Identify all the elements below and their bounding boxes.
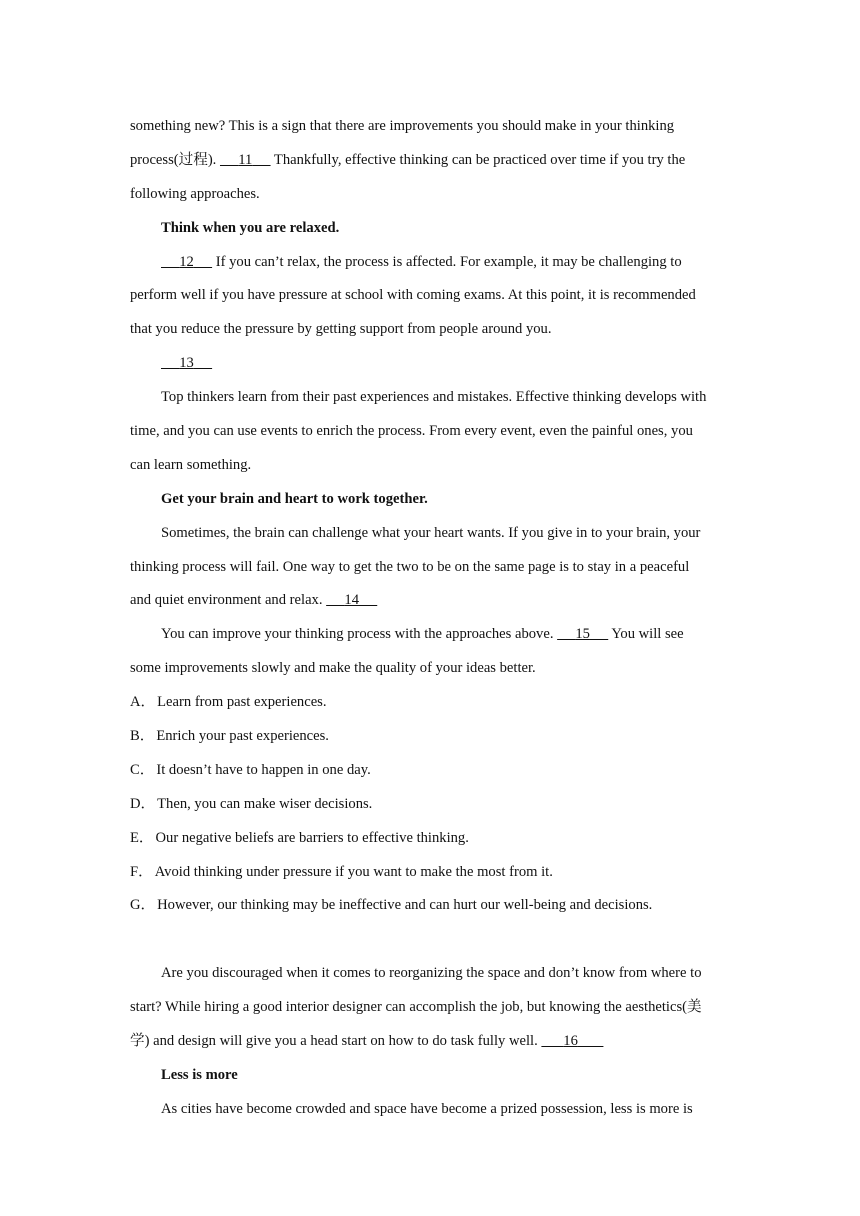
- text-line: time, and you can use events to enrich the process. From every event, even the painful ones, you: [130, 423, 693, 440]
- blank-14: [326, 592, 377, 608]
- option-letter: A．: [130, 694, 156, 711]
- option-b: [130, 720, 730, 754]
- blank-number: 13: [179, 355, 194, 372]
- text-span: process(过程).: [130, 151, 220, 168]
- option-text: Our negative beliefs are barriers to effective thinking.: [155, 829, 469, 846]
- text-line: [130, 144, 730, 178]
- section-heading: Less is more: [161, 1066, 238, 1083]
- option-a: [130, 686, 730, 720]
- text-span: and quiet environment and relax.: [130, 592, 327, 609]
- text-line: [130, 347, 730, 381]
- text-span: You will see: [608, 626, 684, 643]
- text-line: Top thinkers learn from their past experiences and mistakes. Effective thinking develops with: [161, 389, 707, 406]
- option-e: [130, 822, 730, 856]
- option-text: Enrich your past experiences.: [156, 728, 329, 745]
- text-span: You can improve your thinking process with the approaches above.: [161, 626, 558, 643]
- option-letter: F．: [130, 863, 153, 880]
- blank-number: 11: [238, 151, 253, 168]
- text-line: that you reduce the pressure by getting support from people around you.: [130, 321, 552, 338]
- option-text: Avoid thinking under pressure if you want to make the most from it.: [154, 863, 553, 880]
- text-span: 学) and design will give you a head start on how to do task fully well.: [130, 1033, 542, 1050]
- option-letter: C．: [130, 761, 155, 778]
- option-letter: D．: [130, 795, 156, 812]
- option-text: It doesn’t have to happen in one day.: [156, 761, 371, 778]
- spacer: [130, 923, 730, 957]
- text-span: If you can’t relax, the process is affected. For example, it may be challenging to: [212, 253, 682, 270]
- option-f: [130, 856, 730, 890]
- text-line: start? While hiring a good interior designer can accomplish the job, but knowing the aesthetics(美: [130, 999, 702, 1016]
- text-line: perform well if you have pressure at school with coming exams. At this point, it is recommended: [130, 287, 696, 304]
- blank-13: [161, 355, 212, 371]
- text-line: [130, 1025, 730, 1059]
- option-letter: B．: [130, 728, 155, 745]
- blank-12: [161, 254, 212, 270]
- option-text: Learn from past experiences.: [157, 694, 327, 711]
- text-line: Are you discouraged when it comes to reorganizing the space and don’t know from where to: [161, 965, 702, 982]
- text-line: [130, 618, 730, 652]
- text-span: Thankfully, effective thinking can be practiced over time if you try the: [270, 151, 686, 168]
- option-g: [130, 889, 730, 923]
- section-heading: Think when you are relaxed.: [161, 219, 340, 236]
- option-c: [130, 754, 730, 788]
- text-line: Sometimes, the brain can challenge what your heart wants. If you give in to your brain, your: [161, 524, 701, 541]
- section-heading: Get your brain and heart to work together.: [161, 490, 428, 507]
- text-line: [130, 246, 730, 280]
- option-text: However, our thinking may be ineffective and can hurt our well-being and decisions.: [157, 897, 653, 914]
- text-line: thinking process will fail. One way to get the two to be on the same page is to stay in a peaceful: [130, 558, 690, 575]
- blank-16: [541, 1033, 603, 1049]
- blank-number: 12: [179, 253, 194, 270]
- text-line: some improvements slowly and make the quality of your ideas better.: [130, 660, 536, 677]
- text-line: can learn something.: [130, 456, 252, 473]
- text-line: something new? This is a sign that there are improvements you should make in your thinking: [130, 118, 675, 134]
- blank-15: [557, 626, 608, 642]
- text-line: [130, 584, 730, 618]
- blank-number: 14: [344, 592, 359, 609]
- blank-11: [220, 152, 271, 168]
- blank-number: 15: [575, 626, 590, 643]
- option-d: [130, 788, 730, 822]
- blank-number: 16: [563, 1033, 578, 1050]
- text-line: following approaches.: [130, 185, 260, 202]
- page-content: [130, 110, 730, 1127]
- option-letter: G．: [130, 897, 156, 914]
- option-letter: E．: [130, 829, 154, 846]
- text-line: As cities have become crowded and space have become a prized possession, less is more is: [161, 1100, 693, 1117]
- option-text: Then, you can make wiser decisions.: [157, 795, 373, 812]
